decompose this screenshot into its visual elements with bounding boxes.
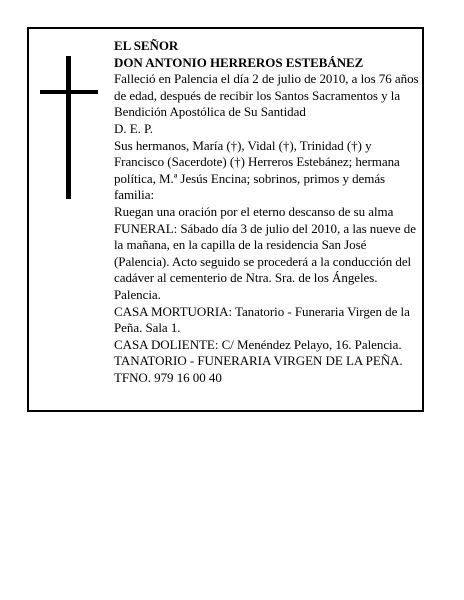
rip-line: D. E. P.: [114, 120, 153, 136]
prayer-request: Ruegan una oración por el eterno descanso de su alma: [114, 203, 394, 219]
deceased-name: DON ANTONIO HERREROS ESTEBÁNEZ: [114, 54, 364, 70]
cross-vertical-bar: [66, 56, 71, 199]
obituary-notice: [27, 27, 424, 412]
funeral-details: FUNERAL: Sábado día 3 de julio del 2010, a las nueve de la mañana, en la capilla de la residencia San José (Palencia). Acto seguido se procederá a la conducción del cadáver al cementerio de Ntra. Sra. de los Ángeles. Palencia.: [114, 220, 416, 302]
family-home-details: CASA DOLIENTE: C/ Menéndez Pelayo, 16. Palencia.: [114, 336, 402, 352]
cross-horizontal-bar: [40, 90, 98, 94]
notice-heading: EL SEÑOR: [114, 38, 179, 53]
notice-text: [114, 38, 419, 386]
mortuary-details: CASA MORTUORIA: Tanatorio - Funeraria Virgen de la Peña. Sala 1.: [114, 303, 410, 336]
funeral-home-contact: TANATORIO - FUNERARIA VIRGEN DE LA PEÑA. TFNO. 979 16 00 40: [114, 353, 403, 385]
family-list: Sus hermanos, María (†), Vidal (†), Trinidad (†) y Francisco (Sacerdote) (†) Herreros Estebánez; hermana política, M.ª Jesús Encina; sobrinos, primos y demás familia:: [114, 137, 400, 203]
death-details: Falleció en Palencia el día 2 de julio de 2010, a los 76 años de edad, después de recibir los Santos Sacramentos y la Bendición Apostólica de Su Santidad: [114, 71, 419, 120]
latin-cross-icon: [40, 56, 98, 199]
